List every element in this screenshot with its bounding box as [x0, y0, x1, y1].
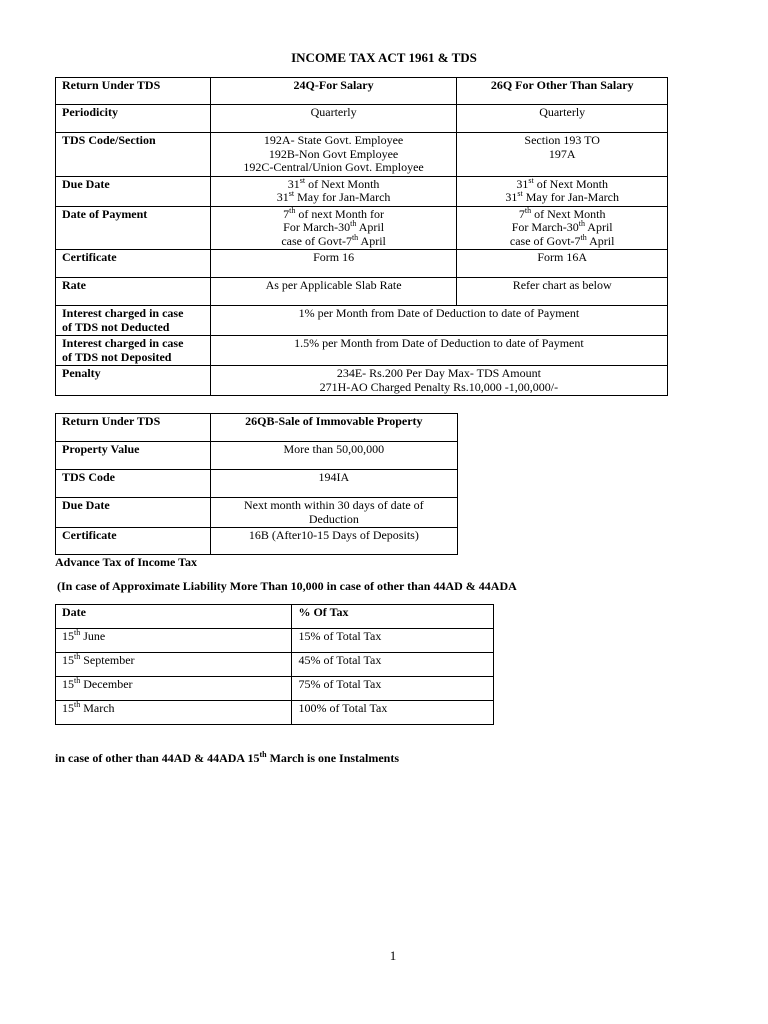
- code-line: 197A: [548, 146, 576, 161]
- rate-salary: As per Applicable Slab Rate: [210, 278, 457, 306]
- interest-not-deducted-label: Interest charged in case of TDS not Deducted: [56, 306, 211, 336]
- due-date-label: Due Date: [56, 176, 211, 206]
- instalment-percent: 45% of Total Tax: [292, 653, 494, 677]
- table-row: [56, 133, 668, 177]
- table-row: [56, 701, 494, 725]
- date-of-payment-label: Date of Payment: [56, 206, 211, 250]
- code-line: Section 193 TO: [524, 133, 600, 147]
- table-row: [56, 677, 494, 701]
- penalty-value: 234E- Rs.200 Per Day Max- TDS Amount 271H-AO Charged Penalty Rs.10,000 -1,00,000/-: [210, 366, 667, 396]
- property-sale-table: [55, 413, 458, 555]
- table-row: [56, 605, 494, 629]
- penalty-label: Penalty: [56, 366, 211, 396]
- instalment-percent: 100% of Total Tax: [292, 701, 494, 725]
- header-26qb: 26QB-Sale of Immovable Property: [210, 414, 457, 442]
- instalment-date: 15th December: [56, 677, 292, 701]
- certificate-label: Certificate: [56, 528, 211, 555]
- property-value-label: Property Value: [56, 442, 211, 470]
- advance-tax-heading: Advance Tax of Income Tax: [55, 555, 198, 569]
- table-row: [56, 250, 668, 278]
- table-row: [56, 306, 668, 336]
- table-row: [56, 366, 668, 396]
- table-row: [56, 206, 668, 250]
- interest-not-deposited-label: Interest charged in case of TDS not Deposited: [56, 336, 211, 366]
- payment-salary: 7th of next Month for For March-30th April case of Govt-7th April: [210, 206, 457, 250]
- due-date-salary: 31st of Next Month 31st May for Jan-March: [210, 176, 457, 206]
- table-row: [56, 78, 668, 105]
- table-row: [56, 498, 458, 528]
- table-row: [56, 653, 494, 677]
- rate-label: Rate: [56, 278, 211, 306]
- header-24q: 24Q-For Salary: [210, 78, 457, 105]
- due-date-label: Due Date: [56, 498, 211, 528]
- header-date: Date: [56, 605, 292, 629]
- table-row: [56, 528, 458, 555]
- table-row: [56, 442, 458, 470]
- page-title: INCOME TAX ACT 1961 & TDS: [291, 50, 477, 65]
- tds-code-other: [457, 133, 668, 177]
- code-line: 192C-Central/Union Govt. Employee: [243, 160, 424, 174]
- certificate-label: Certificate: [56, 250, 211, 278]
- table-row: [56, 278, 668, 306]
- interest-not-deposited-value: 1.5% per Month from Date of Deduction to date of Payment: [210, 336, 667, 366]
- tds-code-label: TDS Code: [56, 470, 211, 498]
- advance-tax-note: (In case of Approximate Liability More Than 10,000 in case of other than 44AD & 44ADA: [57, 579, 517, 593]
- certificate-other: Form 16A: [457, 250, 668, 278]
- instalment-date: 15th June: [56, 629, 292, 653]
- table-row: [56, 336, 668, 366]
- periodicity-label: Periodicity: [56, 105, 211, 133]
- page-number: 1: [389, 948, 397, 963]
- periodicity-other: Quarterly: [457, 105, 668, 133]
- table-row: [56, 105, 668, 133]
- instalment-percent: 15% of Total Tax: [292, 629, 494, 653]
- instalment-percent: 75% of Total Tax: [292, 677, 494, 701]
- header-return-under-tds: Return Under TDS: [56, 414, 211, 442]
- certificate-salary: Form 16: [210, 250, 457, 278]
- table-row: [56, 470, 458, 498]
- header-return-under-tds: Return Under TDS: [56, 78, 211, 105]
- table-row: [56, 414, 458, 442]
- certificate-value: 16B (After10-15 Days of Deposits): [210, 528, 457, 555]
- table-row: [56, 176, 668, 206]
- tds-code-label: TDS Code/Section: [56, 133, 211, 177]
- tds-code-salary: [210, 133, 457, 177]
- instalment-date: 15th March: [56, 701, 292, 725]
- payment-other: 7th of Next Month For March-30th April case of Govt-7th April: [457, 206, 668, 250]
- property-value: More than 50,00,000: [210, 442, 457, 470]
- code-line: 192A- State Govt. Employee: [263, 133, 404, 147]
- header-26q: 26Q For Other Than Salary: [457, 78, 668, 105]
- due-date-value: Next month within 30 days of date of Deduction: [210, 498, 457, 528]
- tds-returns-table: [55, 77, 668, 396]
- instalment-date: 15th September: [56, 653, 292, 677]
- tds-code-value: 194IA: [210, 470, 457, 498]
- periodicity-salary: Quarterly: [210, 105, 457, 133]
- header-percent-tax: % Of Tax: [292, 605, 494, 629]
- rate-other: Refer chart as below: [457, 278, 668, 306]
- interest-not-deducted-value: 1% per Month from Date of Deduction to date of Payment: [210, 306, 667, 336]
- advance-tax-table: [55, 604, 494, 725]
- table-row: [56, 629, 494, 653]
- instalment-footnote: in case of other than 44AD & 44ADA 15th March is one Instalments: [55, 750, 400, 765]
- code-line: 192B-Non Govt Employee: [268, 146, 399, 161]
- due-date-other: 31st of Next Month 31st May for Jan-March: [457, 176, 668, 206]
